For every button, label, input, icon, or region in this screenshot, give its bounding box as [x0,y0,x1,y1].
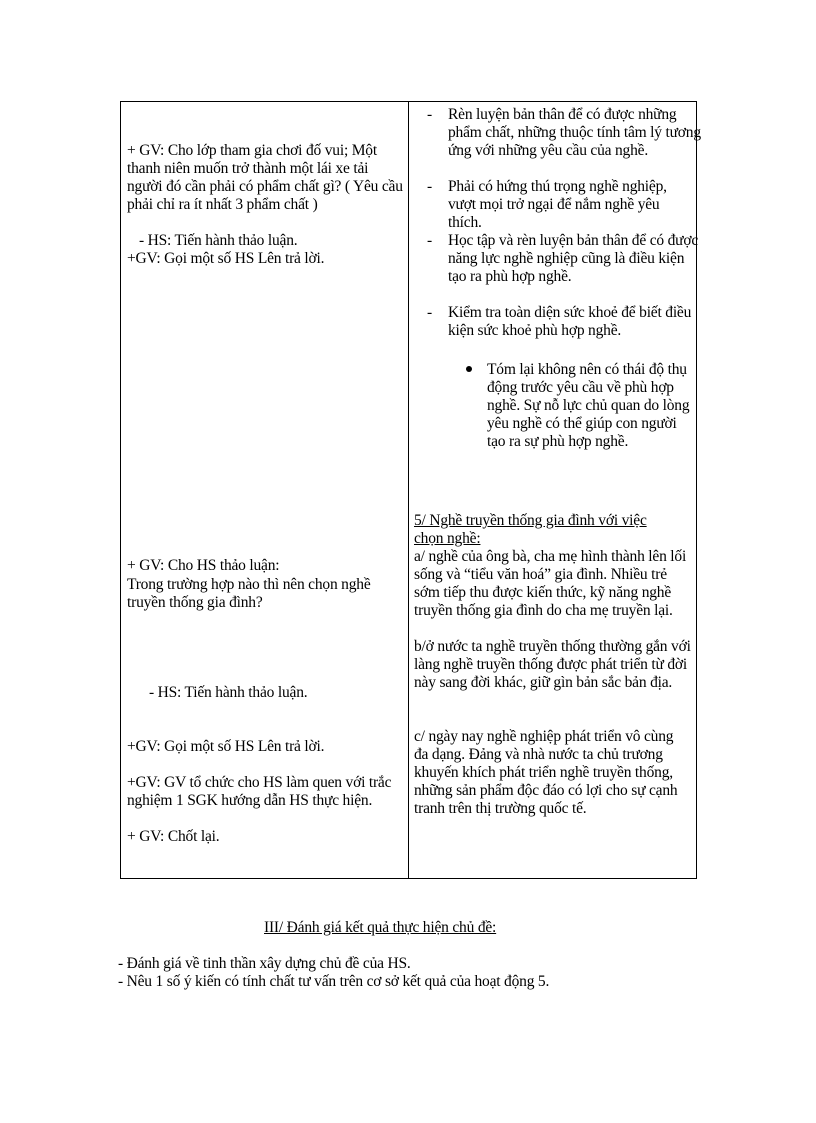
activity-table [120,101,701,879]
teacher-call-students-2: +GV: Gọi một số HS Lên trả lời. [127,738,325,755]
requirement-text: Phải có hứng thú trọng nghề nghiệp, vượt mọi trở ngại để nắm nghề yêu thích. [448,178,667,231]
evaluation-line-1: - Đánh giá về tinh thần xây dựng chủ đề của HS. [118,955,411,972]
student-discussion-2: - HS: Tiến hành thảo luận. [149,684,308,701]
dash-marker: - [427,178,432,195]
dash-marker: - [427,304,432,321]
paragraph-a: a/ nghề của ông bà, cha mẹ hình thành lên lối sống và “tiểu văn hoá” gia đình. Nhiều trẻ sớm tiếp thu được kiến thức, kỹ năng nghề truyền thống gia đình do cha mẹ truyền lại. [414,548,687,619]
teacher-discussion-prompt: + GV: Cho HS thảo luận: [127,557,280,574]
student-discussion-1: - HS: Tiến hành thảo luận. [139,232,298,249]
section-3-heading-text: III/ Đánh giá kết quả thực hiện chủ đề: [264,919,497,936]
dash-marker: - [427,232,432,249]
bullet-icon [466,366,472,372]
teacher-conclusion: + GV: Chốt lại. [127,828,220,845]
teacher-activity-quiz: + GV: Cho lớp tham gia chơi đố vui; Một thanh niên muốn trở thành một lái xe tải người đó cần phải có phẩm chất gì? ( Yêu cầu phải chỉ ra ít nhất 3 phẩm chất ) [127,142,403,213]
summary-text: Tóm lại không nên có thái độ thụ động trước yêu cầu về phù hợp nghề. Sự nỗ lực chủ quan do lòng yêu nghề có thể giúp con người tạo ra sự phù hợp nghề. [487,361,690,450]
discussion-question: Trong trường hợp nào thì nên chọn nghề truyền thống gia đình? [127,576,371,611]
requirement-text: Rèn luyện bản thân để có được những phẩm chất, những thuộc tính tâm lý tương ứng với những yêu cầu của nghề. [448,106,701,159]
paragraph-c: c/ ngày nay nghề nghiệp phát triển vô cùng đa dạng. Đảng và nhà nước ta chủ trương khuyến khích phát triển nghề truyền thống, những sản phẩm độc đáo có lợi cho sự cạnh tranh trên thị trường quốc tế. [414,728,678,817]
requirement-text: Học tập và rèn luyện bản thân để có được năng lực nghề nghiệp cũng là điều kiện tạo ra phù hợp nghề. [448,232,699,285]
section-3-heading [264,919,496,937]
teacher-quiz-instruction: +GV: GV tổ chức cho HS làm quen với trắc nghiệm 1 SGK hướng dẫn HS thực hiện. [127,774,392,809]
evaluation-line-2: - Nêu 1 số ý kiến có tính chất tư vấn trên cơ sở kết quả của hoạt động 5. [118,973,550,990]
summary-bullet [487,361,692,451]
teacher-call-students-1: +GV: Gọi một số HS Lên trả lời. [127,250,325,267]
dash-marker: - [427,106,432,123]
section-5-title-text: 5/ Nghề truyền thống gia đình với việc chọn nghề: [414,512,647,547]
column-divider [408,102,409,878]
paragraph-b: b/ở nước ta nghề truyền thống thường gắn với làng nghề truyền thống được phát triển từ đời này sang đời khác, giữ gìn bản sắc bản địa. [414,638,691,691]
requirement-text: Kiểm tra toàn diện sức khoẻ để biết điều kiện sức khoẻ phù hợp nghề. [448,304,692,339]
section-5-title [414,512,676,548]
